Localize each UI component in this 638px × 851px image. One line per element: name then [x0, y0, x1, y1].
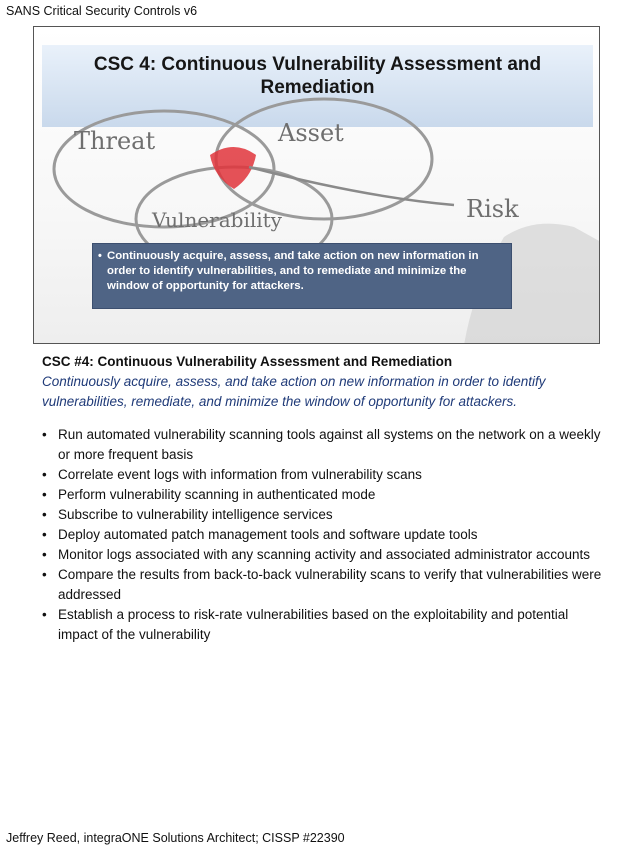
- list-item: • Run automated vulnerability scanning tools against all systems on the network on a weekly or more frequent basis: [42, 427, 601, 462]
- bullet-icon: •: [42, 487, 47, 502]
- page-header-label: SANS Critical Security Controls v6: [6, 4, 198, 18]
- content-section: [42, 352, 602, 645]
- bullet-icon: •: [42, 607, 47, 622]
- list-item: • Correlate event logs with information from vulnerability scans: [42, 465, 602, 485]
- list-item: • Deploy automated patch management tools and software update tools: [42, 525, 602, 545]
- bullet-list: [42, 425, 602, 645]
- list-item: • Monitor logs associated with any scanning activity and associated administrator accounts: [42, 545, 602, 565]
- bullet-icon: •: [42, 427, 47, 442]
- vulnerability-label: Vulnerability: [152, 208, 282, 232]
- content-subtitle: Continuously acquire, assess, and take action on new information in order to identify vulnerabilities, remediate, and minimize the window of opportunity for attackers.: [42, 374, 546, 409]
- bullet-icon: •: [42, 567, 47, 582]
- callout-line-2: order to identify vulnerabilities, and to remediate and minimize the: [107, 265, 467, 277]
- bullet-icon: •: [42, 467, 47, 482]
- slide-image: [33, 26, 600, 344]
- slide-title-line-2: Remediation: [260, 77, 375, 98]
- bullet-icon: •: [42, 507, 47, 522]
- slide-callout-box: [92, 243, 512, 309]
- list-item: • Compare the results from back-to-back vulnerability scans to verify that vulnerabilities were addressed: [42, 567, 602, 602]
- callout-line-1: Continuously acquire, assess, and take action on new information in: [107, 250, 479, 262]
- list-item: • Establish a process to risk-rate vulnerabilities based on the exploitability and potential impact of the vulnerability: [42, 607, 569, 642]
- risk-label: Risk: [466, 195, 519, 223]
- content-title: CSC #4: Continuous Vulnerability Assessment and Remediation: [42, 354, 453, 369]
- page-footer-label: Jeffrey Reed, integraONE Solutions Architect; CISSP #22390: [6, 831, 345, 845]
- bullet-icon: •: [42, 527, 47, 542]
- list-item: • Perform vulnerability scanning in authenticated mode: [42, 485, 602, 505]
- bullet-icon: •: [42, 547, 47, 562]
- callout-line-3: window of opportunity for attackers.: [107, 280, 304, 292]
- list-item: • Subscribe to vulnerability intelligence services: [42, 505, 602, 525]
- slide-title-line-1: CSC 4: Continuous Vulnerability Assessment and: [93, 54, 542, 75]
- threat-label: Threat: [74, 127, 156, 155]
- callout-bullet-icon: •: [98, 250, 102, 262]
- asset-label: Asset: [278, 119, 344, 147]
